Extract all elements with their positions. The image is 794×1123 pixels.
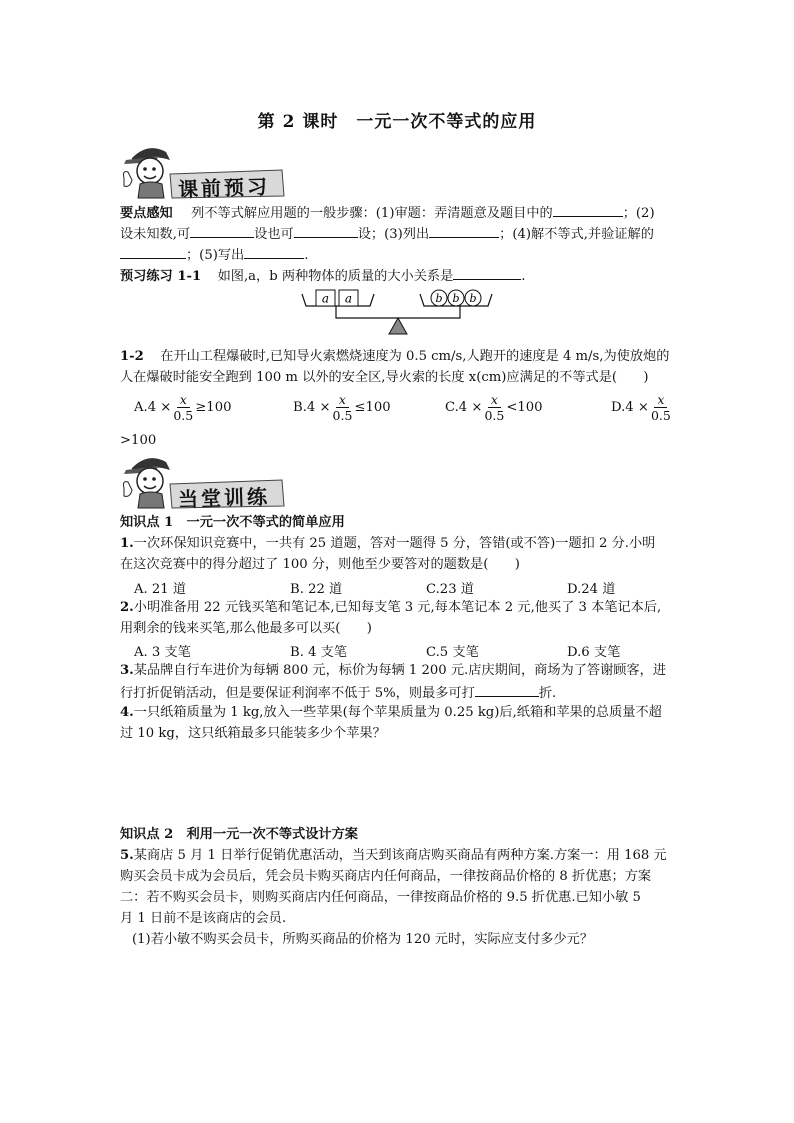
section-2-heading: 知识点 2 利用一元一次不等式设计方案: [120, 827, 358, 842]
q5-line-1: 5.某商店 5 月 1 日举行促销优惠活动，当天到该商店购买商品有两种方案.方案一：用 168 元: [120, 848, 667, 863]
q4-line-2: 过 10 kg，这只纸箱最多只能装多少个苹果？: [120, 726, 386, 741]
q2-line-1: 2.小明准备用 22 元钱买笔和笔记本,已知每支笔 3 元,每本笔记本 2 元,他买了 3 本笔记本后,: [120, 600, 662, 615]
page-title: 第 2 课时 一元一次不等式的应用: [257, 112, 537, 132]
banner-label: 当堂训练: [177, 484, 271, 512]
preview-1-2-line-1: 1-2 在开山工程爆破时,已知导火索燃烧速度为 0.5 cm/s,人跑开的速度是 4 m/s,为使放炮的: [120, 349, 670, 364]
q1-line-1: 1.一次环保知识竞赛中，一共有 25 道题，答对一题得 5 分，答错(或不答)一题扣 2 分.小明: [120, 536, 656, 551]
q2-option-c: C.5 支笔: [426, 645, 479, 660]
q1-line-2: 在这次竞赛中的得分超过了 100 分，则他至少要答对的题数是( ): [120, 557, 520, 572]
q1-option-c: C.23 道: [426, 582, 474, 597]
q5-line-4: 月 1 日前不是该商店的会员.: [120, 911, 287, 926]
q5-sub-question-1: (1)若小敏不购买会员卡，所购买商品的价格为 120 元时，实际应支付多少元？: [132, 932, 594, 947]
right-item-b-3: b: [469, 292, 477, 305]
blank: [120, 245, 186, 259]
preview-1-2-line-2: 人在爆破时能安全跑到 100 m 以外的安全区,导火索的长度 x(cm)应满足的不等式是( ): [120, 370, 649, 385]
left-item-a-1: a: [321, 291, 330, 306]
q2-option-a: A. 3 支笔: [134, 645, 191, 660]
key-points-label: 要点感知: [120, 206, 173, 221]
option-b: B.4 × $\frac{x}{0.5}$ ≤100: [293, 392, 391, 423]
blank: [190, 224, 254, 238]
q3-line-2: 行打折促销活动，但是要保证利润率不低于 5%，则最多可打 折.: [120, 683, 556, 703]
q5-line-2: 购买会员卡成为会员后，凭会员卡购买商店内任何商品，一律按商品价格的 8 折优惠；方案: [120, 869, 652, 884]
blank: [244, 245, 304, 259]
practice-banner: [118, 450, 288, 514]
q4-line-1: 4.一只纸箱质量为 1 kg,放入一些苹果(每个苹果质量为 0.25 kg)后,纸箱和苹果的总质量不超: [120, 705, 662, 720]
right-item-b-2: b: [452, 292, 460, 305]
blank: [453, 266, 521, 280]
blank: [475, 683, 539, 697]
blank: [429, 224, 499, 238]
preview-banner: [118, 140, 288, 204]
key-points-line-3: ；(5)写出 .: [120, 245, 308, 265]
q1-option-b: B. 22 道: [290, 582, 343, 597]
q3-line-1: 3.某品牌自行车进价为每辆 800 元，标价为每辆 1 200 元.店庆期间，商场为了答谢顾客，进: [120, 663, 667, 678]
blank: [294, 224, 358, 238]
q5-line-3: 二：若不购买会员卡，则购买商店内任何商品，一律按商品价格的 9.5 折优惠.已知小敏 5: [120, 890, 641, 905]
preview-1-1: 预习练习 1-1 如图,a，b 两种物体的质量的大小关系是 .: [120, 266, 525, 286]
left-item-a-2: a: [344, 291, 353, 306]
option-c: C.4 × $\frac{x}{0.5}$ <100: [445, 392, 543, 423]
banner-label: 课前预习: [177, 174, 271, 202]
key-points-line-1: 要点感知 列不等式解应用题的一般步骤：(1)审题：弄清题意及题目中的 ；(2): [120, 203, 655, 223]
section-1-heading: 知识点 1 一元一次不等式的简单应用: [120, 515, 345, 530]
option-d-tail: >100: [120, 433, 157, 448]
q2-option-d: D.6 支笔: [567, 645, 621, 660]
q1-option-d: D.24 道: [567, 582, 616, 597]
q1-option-a: A. 21 道: [134, 582, 187, 597]
option-d: D.4 × $\frac{x}{0.5}$: [611, 392, 671, 423]
blank: [553, 203, 623, 217]
option-a: A.4 × $\frac{x}{0.5}$ ≥100: [134, 392, 232, 423]
q2-line-2: 用剩余的钱来买笔,那么他最多可以买( ): [120, 621, 372, 636]
right-item-b-1: b: [435, 292, 443, 305]
key-points-line-2: 设未知数,可 设也可 设；(3)列出 ；(4)解不等式,并验证解的: [120, 224, 654, 244]
q2-option-b: B. 4 支笔: [290, 645, 348, 660]
balance-scale-figure: [296, 288, 496, 340]
